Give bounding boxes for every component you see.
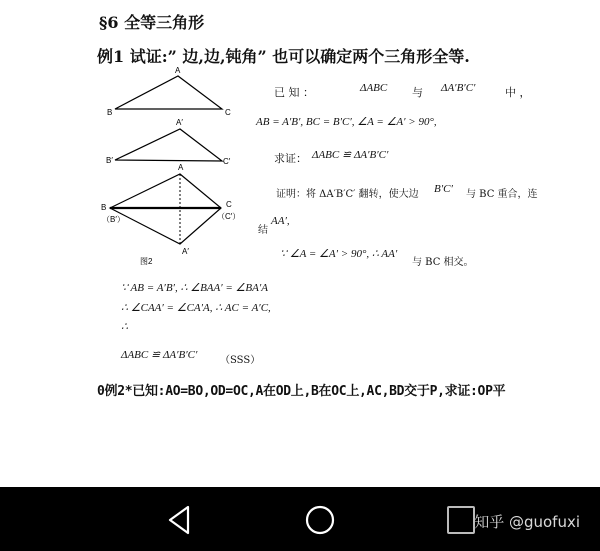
triangle-figures <box>100 62 250 272</box>
prove-label: 求证： <box>274 152 307 165</box>
navigation-bar <box>0 487 600 551</box>
given-triangle-1: ΔABC <box>360 82 388 94</box>
given-prefix: 已 知 ： <box>274 86 314 99</box>
label-b2: B′ <box>106 156 113 165</box>
proof-step-3: ∴ <box>121 321 128 333</box>
label-b1: B <box>107 108 113 117</box>
example1-title: 例1 试证:” 边,边,钝角” 也可以确定两个三角形全等. <box>97 47 470 66</box>
label-a3p: A′ <box>182 247 189 256</box>
given-triangle-2: ΔA′B′C′ <box>441 82 476 94</box>
given-and: 与 <box>412 86 423 99</box>
label-a1: A <box>175 66 181 75</box>
home-circle-icon[interactable] <box>303 503 337 537</box>
label-a3: A <box>178 163 184 172</box>
triangle-abc <box>115 76 222 109</box>
label-c3: C <box>226 200 232 209</box>
proof-line-2-aa: AA′, <box>271 215 290 227</box>
label-c2: C′ <box>223 157 231 166</box>
label-b3p: （B′） <box>102 215 125 224</box>
label-c3p: （C′） <box>217 212 241 221</box>
label-c1: C <box>225 108 231 117</box>
proof-step-2: ∴ ∠CAA′ = ∠CA′A, ∴ AC = A′C, <box>121 302 271 314</box>
watermark: 知乎 @guofuxi <box>474 513 580 531</box>
recents-square-icon[interactable] <box>447 506 475 534</box>
section-title: §6 全等三角形 <box>99 13 205 32</box>
proof-line-1: 证明：将 ΔA′B′C′ 翻转，使大边 <box>276 189 419 200</box>
proof-line-3: ∵ ∠A = ∠A′ > 90°, ∴ AA′ <box>280 248 398 260</box>
given-middle: 中 ， <box>505 86 531 99</box>
proof-bc: B′C′ <box>434 183 453 195</box>
proof-line-3-tail: 与 BC 相交。 <box>412 257 474 268</box>
prove-statement: ΔABC ≌ ΔA′B′C′ <box>312 149 389 161</box>
proof-conclusion-reason: （SSS） <box>220 355 261 366</box>
triangle-a2b2c2 <box>115 129 222 161</box>
label-a2: A′ <box>176 118 183 127</box>
proof-step-1: ∵ AB = A′B′, ∴ ∠BAA′ = ∠BA′A <box>121 282 268 294</box>
example2-text: 0例2*已知:AO=BO,OD=OC,A在OD上,B在OC上,AC,BD交于P,求证:OP平 <box>97 384 506 399</box>
label-b3: B <box>101 203 107 212</box>
proof-line-2-prefix: 结 <box>258 225 268 236</box>
proof-conclusion: ΔABC ≌ ΔA′B′C′ <box>121 349 198 361</box>
given-conditions: AB = A′B′, BC = B′C′, ∠A = ∠A′ > 90°, <box>256 116 437 128</box>
back-triangle-icon[interactable] <box>162 503 196 537</box>
figure-caption: 图2 <box>140 257 153 266</box>
proof-line-1-tail: 与 BC 重合，连 <box>466 189 538 200</box>
